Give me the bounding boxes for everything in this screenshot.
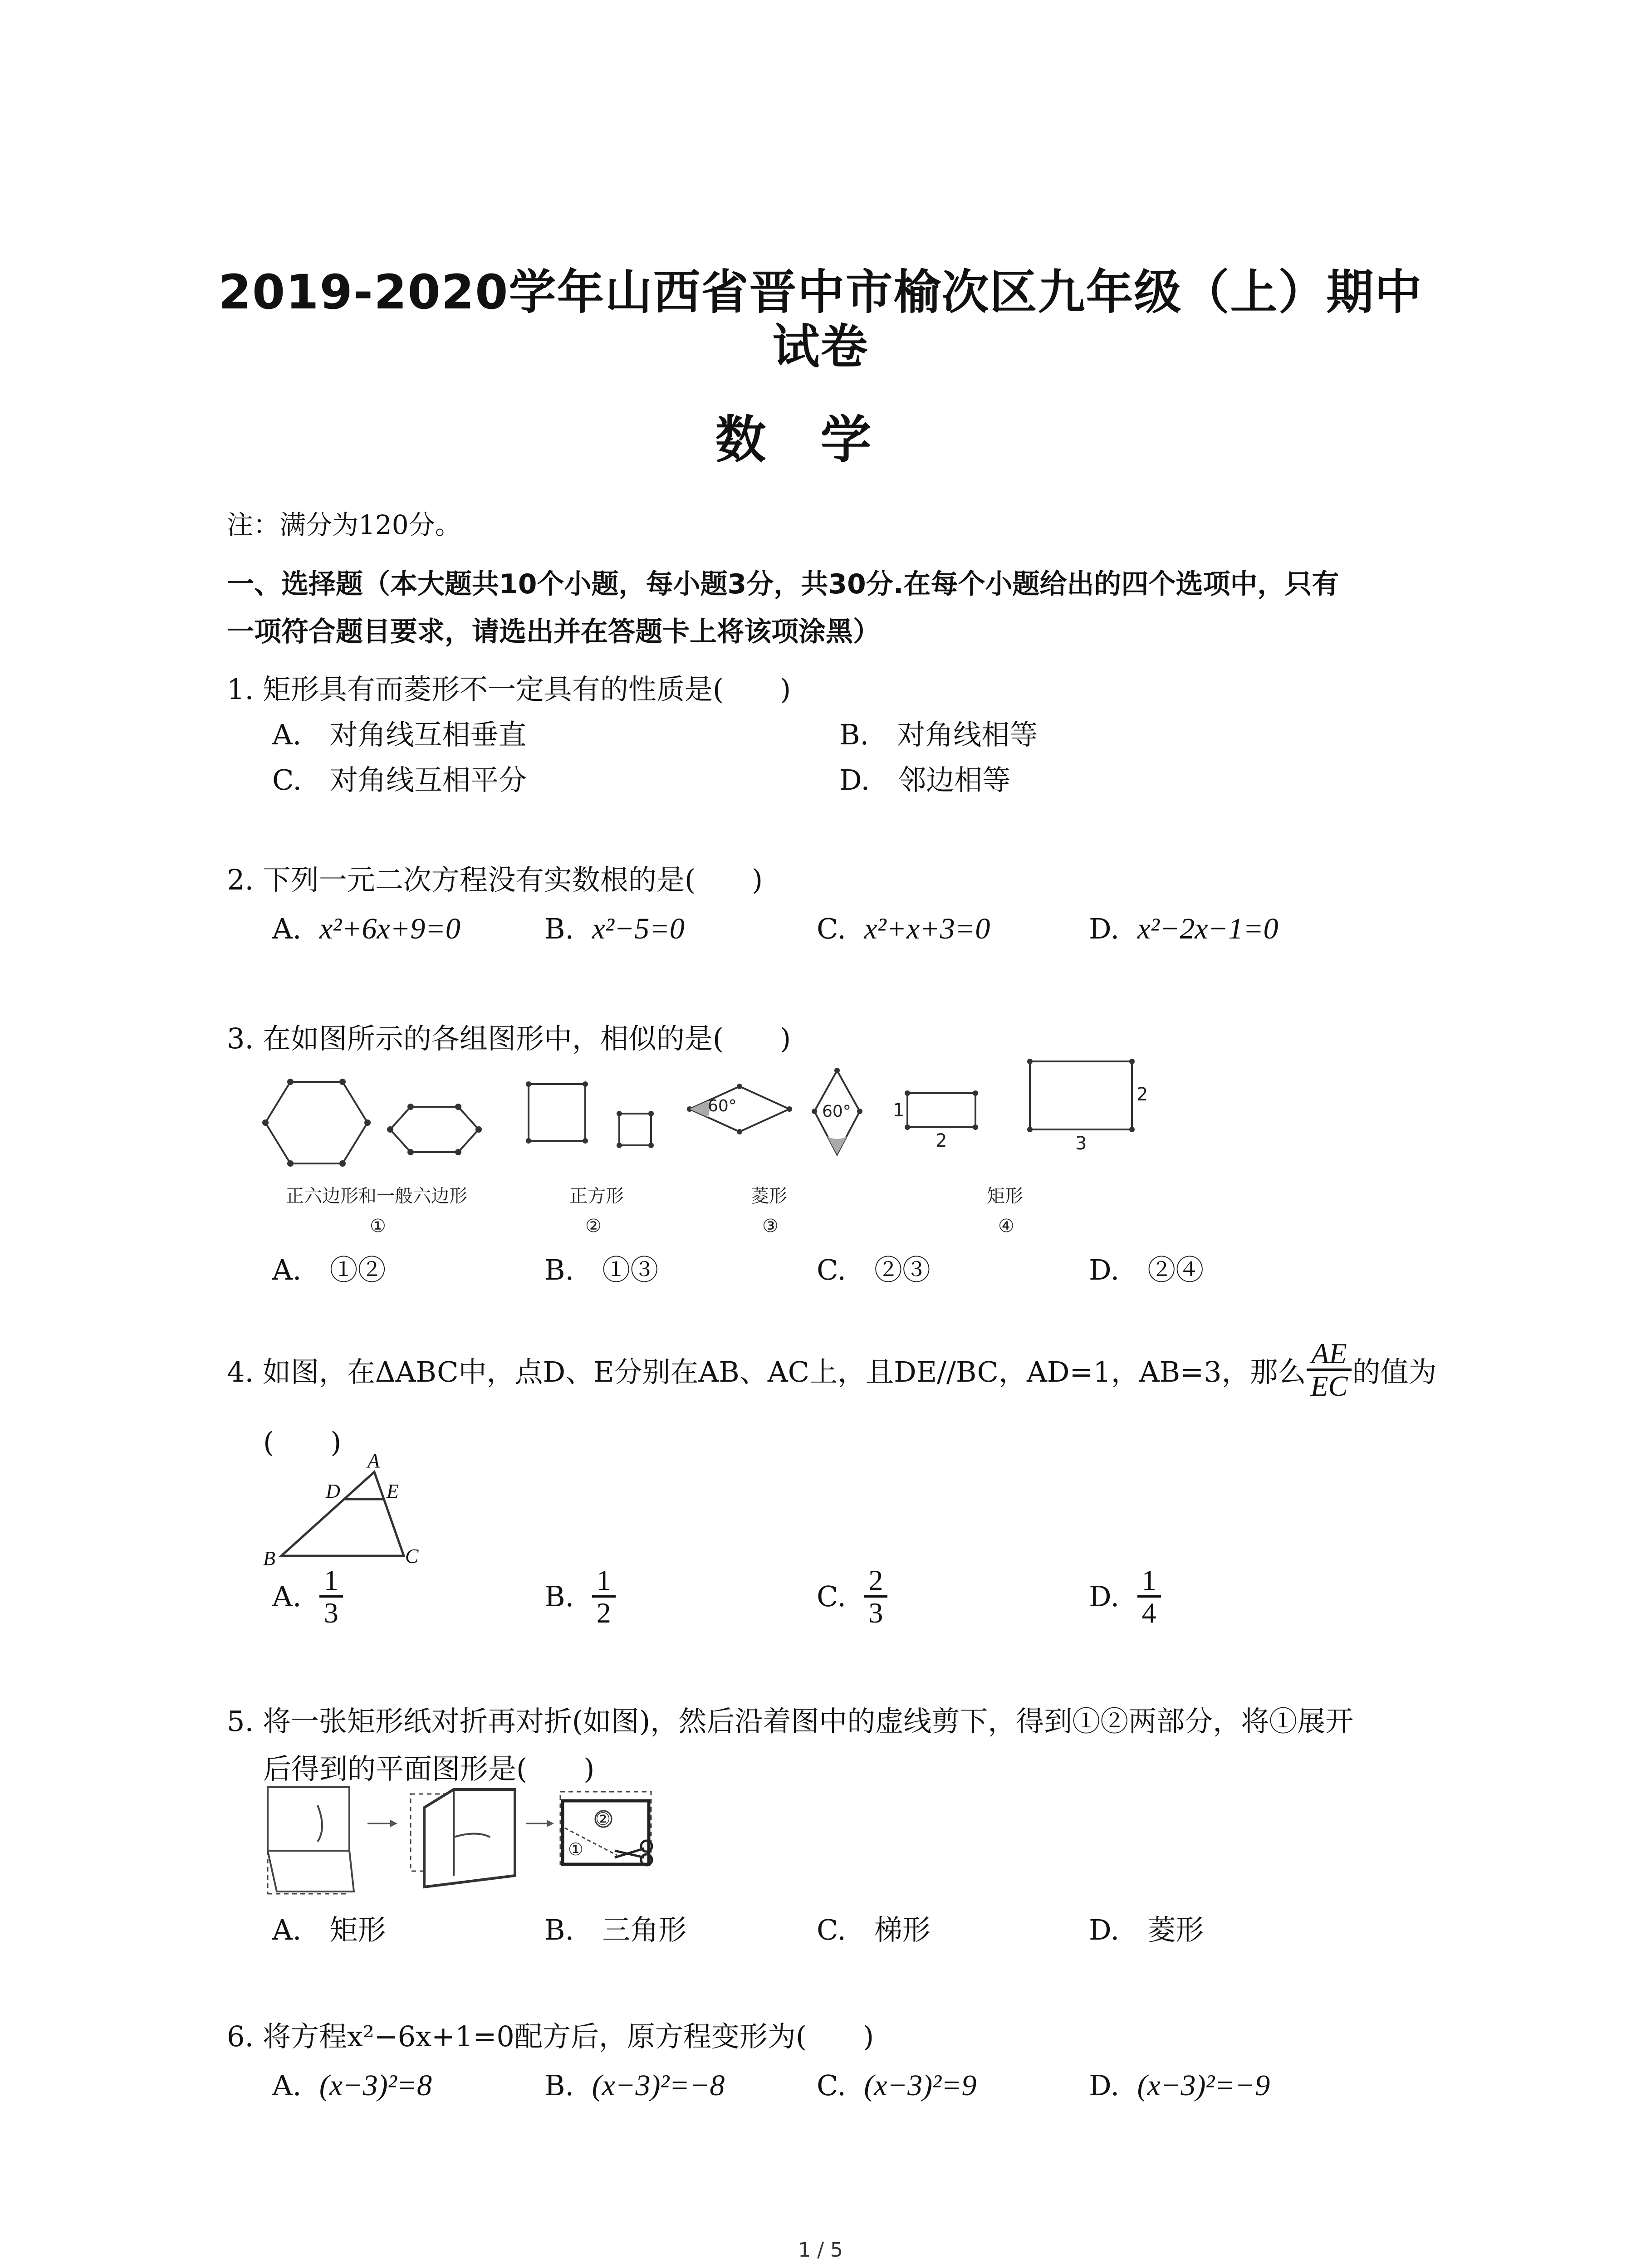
option-equation: x²−2x−1=0 [1137, 912, 1279, 945]
question-3-option-c: C. ②③ [817, 1253, 931, 1286]
exam-title-line1: 2019-2020学年山西省晋中市榆次区九年级（上）期中 [218, 264, 1423, 320]
question-4-stem-prefix: 4. 如图，在ΔABC中，点D、E分别在AB、AC上，且DE//BC，AD=1，AB=3，那么 [227, 1355, 1306, 1389]
fraction-denominator: 4 [1141, 1597, 1156, 1629]
fraction-denominator: 3 [323, 1597, 338, 1629]
fraction-denominator: 2 [596, 1597, 611, 1629]
fraction-denominator: 3 [868, 1597, 883, 1629]
rect-side-label: 1 [893, 1100, 905, 1121]
point-label-b: B [263, 1547, 275, 1569]
angle-label-2: 60° [822, 1102, 851, 1121]
question-1-stem: 1. 矩形具有而菱形不一定具有的性质是( ) [227, 673, 791, 706]
option-letter: B. [544, 1580, 574, 1613]
question-5-option-d: D. 菱形 [1089, 1913, 1204, 1946]
rect-side-label: 2 [936, 1130, 947, 1151]
question-6-option-c [817, 2068, 976, 2103]
question-5-option-c: C. 梯形 [817, 1913, 931, 1946]
question-6-stem: 6. 将方程x²−6x+1=0配方后，原方程变形为( ) [227, 2020, 874, 2053]
option-letter: B. [544, 912, 574, 945]
question-4-stem-bracket: ( ) [263, 1426, 342, 1459]
option-letter: A. [272, 1580, 302, 1613]
fraction-numerator: AE [1307, 1338, 1351, 1371]
angle-label-1: 60° [708, 1097, 737, 1115]
option-letter: C. [817, 2069, 846, 2102]
question-5-option-a: A. 矩形 [272, 1913, 386, 1946]
figure-caption-squares: 正方形 [569, 1186, 624, 1207]
option-equation: (x−3)²=9 [864, 2069, 977, 2102]
option-letter: D. [1089, 2069, 1120, 2102]
option-equation: (x−3)²=−8 [592, 2069, 725, 2102]
question-3-option-a: A. ①② [272, 1253, 386, 1286]
figure-caption-rectangles: 矩形 [987, 1186, 1023, 1207]
cut-part-2-mark: ② [595, 1809, 611, 1829]
question-1-option-a: A. 对角线互相垂直 [272, 718, 527, 751]
question-6-option-b [544, 2068, 725, 2103]
option-letter: A. [272, 912, 302, 945]
figure-caption-hexagons: 正六边形和一般六边形 [286, 1186, 467, 1207]
question-3-option-d: D. ②④ [1089, 1253, 1204, 1286]
rect-side-label: 2 [1136, 1084, 1148, 1105]
exam-title-line2: 试卷 [772, 319, 869, 374]
section-heading-line1: 一、选择题（本大题共10个小题，每小题3分，共30分.在每个小题给出的四个选项中，只有 [227, 568, 1339, 600]
score-note: 注：满分为120分。 [227, 509, 461, 540]
option-equation: x²+x+3=0 [864, 912, 990, 945]
question-2-stem: 2. 下列一元二次方程没有实数根的是( ) [227, 863, 763, 896]
subject-heading: 数学 [715, 411, 926, 469]
rect-side-label: 3 [1075, 1133, 1087, 1154]
option-equation: (x−3)²=8 [319, 2069, 432, 2102]
fraction-numerator: 2 [864, 1565, 887, 1598]
point-label-a: A [367, 1450, 380, 1472]
option-letter: C. [817, 1580, 846, 1613]
option-letter: D. [1089, 1580, 1120, 1613]
question-1-option-b: B. 对角线相等 [839, 718, 1038, 751]
fraction-numerator: 1 [1137, 1565, 1161, 1598]
option-equation: x²−5=0 [592, 912, 685, 945]
question-5-option-b: B. 三角形 [544, 1913, 687, 1946]
point-label-d: D [326, 1480, 340, 1502]
question-5-stem-line2: 后得到的平面图形是( ) [263, 1752, 595, 1785]
question-3-option-b: B. ①③ [544, 1253, 659, 1286]
question-6-option-d [1089, 2068, 1270, 2103]
point-label-c: C [405, 1545, 419, 1567]
figure-caption-rhombuses: 菱形 [751, 1186, 787, 1207]
fraction-numerator: 1 [319, 1565, 343, 1598]
option-letter: A. [272, 2069, 302, 2102]
section-heading-line2: 一项符合题目要求，请选出并在答题卡上将该项涂黑） [227, 616, 880, 648]
page-number: 1 / 5 [798, 2239, 843, 2262]
figure-number-3: ③ [762, 1216, 779, 1237]
question-6-option-a [272, 2068, 432, 2103]
fraction-numerator: 1 [592, 1565, 616, 1598]
fraction-denominator: EC [1310, 1370, 1348, 1403]
question-4-stem-suffix: 的值为 [1352, 1355, 1437, 1389]
question-1-option-c: C. 对角线互相平分 [272, 763, 527, 797]
option-letter: B. [544, 2069, 574, 2102]
option-equation: (x−3)²=−9 [1137, 2069, 1270, 2102]
option-equation: x²+6x+9=0 [319, 912, 460, 945]
option-letter: D. [1089, 912, 1120, 945]
question-3-stem: 3. 在如图所示的各组图形中，相似的是( ) [227, 1022, 791, 1055]
question-1-option-d: D. 邻边相等 [839, 763, 1011, 797]
figure-number-2: ② [585, 1216, 602, 1237]
point-label-e: E [387, 1480, 399, 1502]
cut-part-1-mark: ① [568, 1839, 584, 1859]
figure-number-4: ④ [998, 1216, 1014, 1237]
figure-number-1: ① [370, 1216, 386, 1237]
question-5-stem-line1: 5. 将一张矩形纸对折再对折(如图)，然后沿着图中的虚线剪下，得到①②两部分，将①展开 [227, 1705, 1354, 1738]
option-letter: C. [817, 912, 846, 945]
